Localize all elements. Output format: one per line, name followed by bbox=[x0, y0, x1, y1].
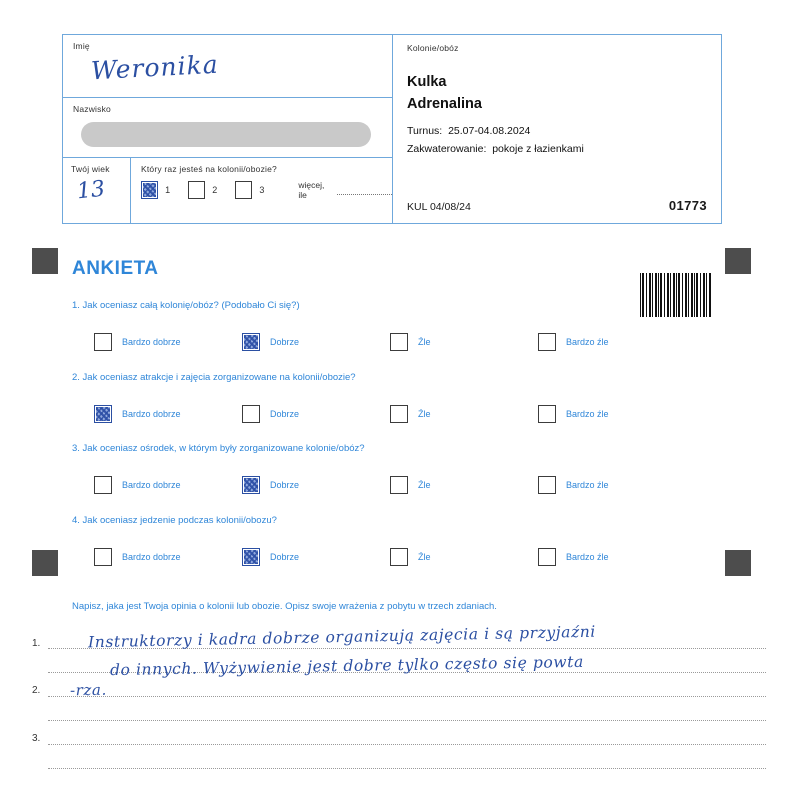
registration-mark-bottom-right bbox=[725, 550, 751, 576]
wiek-value: 13 bbox=[75, 176, 107, 205]
question-3-options bbox=[94, 475, 714, 495]
q3-checkbox-2[interactable] bbox=[390, 476, 408, 494]
q4-label-0: Bardzo dobrze bbox=[122, 552, 181, 562]
camp-name-line2: Adrenalina bbox=[407, 96, 482, 113]
q1-label-1: Dobrze bbox=[270, 337, 300, 347]
q3-option-2[interactable] bbox=[390, 476, 538, 494]
q3-option-0[interactable] bbox=[94, 476, 242, 494]
q4-checkbox-0[interactable] bbox=[94, 548, 112, 566]
q4-checkbox-3[interactable] bbox=[538, 548, 556, 566]
q3-checkbox-3[interactable] bbox=[538, 476, 556, 494]
field-nazwisko bbox=[63, 98, 392, 158]
kolonie-label: Kolonie/obóz bbox=[407, 43, 459, 53]
freetext-line-3a[interactable] bbox=[48, 744, 766, 745]
question-4-options bbox=[94, 547, 714, 567]
question-2-text: 2. Jak oceniasz atrakcje i zajęcia zorganizowane na kolonii/obozie? bbox=[72, 372, 356, 383]
q3-checkbox-0[interactable] bbox=[94, 476, 112, 494]
camp-code-left: KUL 04/08/24 bbox=[407, 201, 471, 213]
zakwaterowanie-value: pokoje z łazienkami bbox=[492, 143, 584, 156]
question-1-options bbox=[94, 332, 714, 352]
q1-label-3: Bardzo źle bbox=[566, 337, 609, 347]
freetext-line-number-3: 3. bbox=[32, 733, 41, 744]
q1-option-3[interactable] bbox=[538, 333, 686, 351]
visit-count-label-3: 3 bbox=[259, 185, 265, 195]
q1-checkbox-0[interactable] bbox=[94, 333, 112, 351]
age-and-count-row bbox=[63, 158, 392, 223]
imie-label: Imię bbox=[73, 41, 90, 51]
freetext-line-3b[interactable] bbox=[48, 768, 766, 769]
freetext-line-number-1: 1. bbox=[32, 638, 41, 649]
registration-mark-top-left bbox=[32, 248, 58, 274]
q4-option-3[interactable] bbox=[538, 548, 686, 566]
participant-header-card bbox=[62, 34, 722, 224]
q2-checkbox-0[interactable] bbox=[94, 405, 112, 423]
nazwisko-label: Nazwisko bbox=[73, 104, 111, 114]
q4-checkbox-2[interactable] bbox=[390, 548, 408, 566]
registration-mark-bottom-left bbox=[32, 550, 58, 576]
q2-option-3[interactable] bbox=[538, 405, 686, 423]
barcode bbox=[640, 273, 712, 317]
visit-count-more-input[interactable] bbox=[337, 185, 392, 195]
q1-option-2[interactable] bbox=[390, 333, 538, 351]
visit-count-more-label: więcej, ile bbox=[298, 180, 325, 200]
turnus-value: 25.07-04.08.2024 bbox=[448, 124, 531, 137]
q4-label-1: Dobrze bbox=[270, 552, 300, 562]
page-title: ANKIETA bbox=[72, 258, 159, 279]
freetext-line-2b[interactable] bbox=[48, 720, 766, 721]
question-3-text: 3. Jak oceniasz ośrodek, w którym były zorganizowane kolonie/obóz? bbox=[72, 443, 365, 454]
q1-option-0[interactable] bbox=[94, 333, 242, 351]
question-1-text: 1. Jak oceniasz całą kolonię/obóz? (Podobało Ci się?) bbox=[72, 300, 300, 311]
q1-label-2: Źle bbox=[418, 337, 431, 347]
wiek-label: Twój wiek bbox=[71, 164, 110, 174]
ktory-raz-label: Który raz jesteś na kolonii/obozie? bbox=[141, 164, 277, 174]
visit-count-checkbox-2[interactable] bbox=[188, 181, 205, 199]
question-2-options bbox=[94, 404, 714, 424]
question-4-text: 4. Jak oceniasz jedzenie podczas kolonii/obozu? bbox=[72, 515, 277, 526]
zakwaterowanie-label: Zakwaterowanie: bbox=[407, 143, 487, 156]
q3-option-1[interactable] bbox=[242, 476, 390, 494]
q2-label-0: Bardzo dobrze bbox=[122, 409, 181, 419]
turnus-label: Turnus: bbox=[407, 124, 443, 137]
visit-count-options bbox=[141, 180, 392, 200]
q1-label-0: Bardzo dobrze bbox=[122, 337, 181, 347]
camp-code-row bbox=[407, 198, 707, 213]
nazwisko-redaction-bar bbox=[81, 122, 371, 147]
camp-code-right: 01773 bbox=[668, 198, 707, 213]
camp-name-line1: Kulka bbox=[407, 74, 447, 90]
q2-checkbox-3[interactable] bbox=[538, 405, 556, 423]
q3-checkbox-1[interactable] bbox=[242, 476, 260, 494]
q3-label-0: Bardzo dobrze bbox=[122, 480, 181, 490]
field-ktory-raz bbox=[131, 158, 392, 223]
q3-label-1: Dobrze bbox=[270, 480, 300, 490]
q2-checkbox-1[interactable] bbox=[242, 405, 260, 423]
camp-zakwaterowanie-row bbox=[407, 140, 707, 158]
q2-checkbox-2[interactable] bbox=[390, 405, 408, 423]
visit-count-checkbox-3[interactable] bbox=[235, 181, 252, 199]
q1-checkbox-3[interactable] bbox=[538, 333, 556, 351]
freetext-line-2a[interactable] bbox=[48, 696, 766, 697]
q3-label-2: Źle bbox=[418, 480, 431, 490]
camp-details bbox=[393, 35, 721, 223]
visit-count-label-2: 2 bbox=[212, 185, 218, 195]
q3-label-3: Bardzo źle bbox=[566, 480, 609, 490]
q1-option-1[interactable] bbox=[242, 333, 390, 351]
freetext-handwriting-3: -rza. bbox=[69, 680, 108, 700]
registration-mark-top-right bbox=[725, 248, 751, 274]
q4-label-3: Bardzo źle bbox=[566, 552, 609, 562]
q2-option-1[interactable] bbox=[242, 405, 390, 423]
q1-checkbox-2[interactable] bbox=[390, 333, 408, 351]
q4-option-2[interactable] bbox=[390, 548, 538, 566]
camp-turnus-row bbox=[407, 122, 707, 140]
q2-label-2: Źle bbox=[418, 409, 431, 419]
imie-value: Weronika bbox=[90, 49, 220, 86]
visit-count-label-1: 1 bbox=[165, 185, 171, 195]
participant-details bbox=[63, 35, 393, 223]
field-wiek bbox=[63, 158, 131, 223]
freetext-handwriting-1: Instruktorzy i kadra dobrze organizują zajęcia i są przyjaźni bbox=[87, 622, 597, 652]
q2-label-1: Dobrze bbox=[270, 409, 300, 419]
visit-count-checkbox-1[interactable] bbox=[141, 181, 158, 199]
freetext-prompt: Napisz, jaka jest Twoja opinia o kolonii lub obozie. Opisz swoje wrażenia z pobytu w trzech zdaniach. bbox=[72, 601, 497, 612]
q2-option-2[interactable] bbox=[390, 405, 538, 423]
freetext-line-number-2: 2. bbox=[32, 685, 41, 696]
q4-checkbox-1[interactable] bbox=[242, 548, 260, 566]
q4-option-0[interactable] bbox=[94, 548, 242, 566]
q2-option-0[interactable] bbox=[94, 405, 242, 423]
q3-option-3[interactable] bbox=[538, 476, 686, 494]
q4-option-1[interactable] bbox=[242, 548, 390, 566]
q2-label-3: Bardzo źle bbox=[566, 409, 609, 419]
freetext-handwriting-2: do innych. Wyżywienie jest dobre tylko często się powta bbox=[109, 652, 585, 680]
q1-checkbox-1[interactable] bbox=[242, 333, 260, 351]
field-imie bbox=[63, 35, 392, 98]
q4-label-2: Źle bbox=[418, 552, 431, 562]
